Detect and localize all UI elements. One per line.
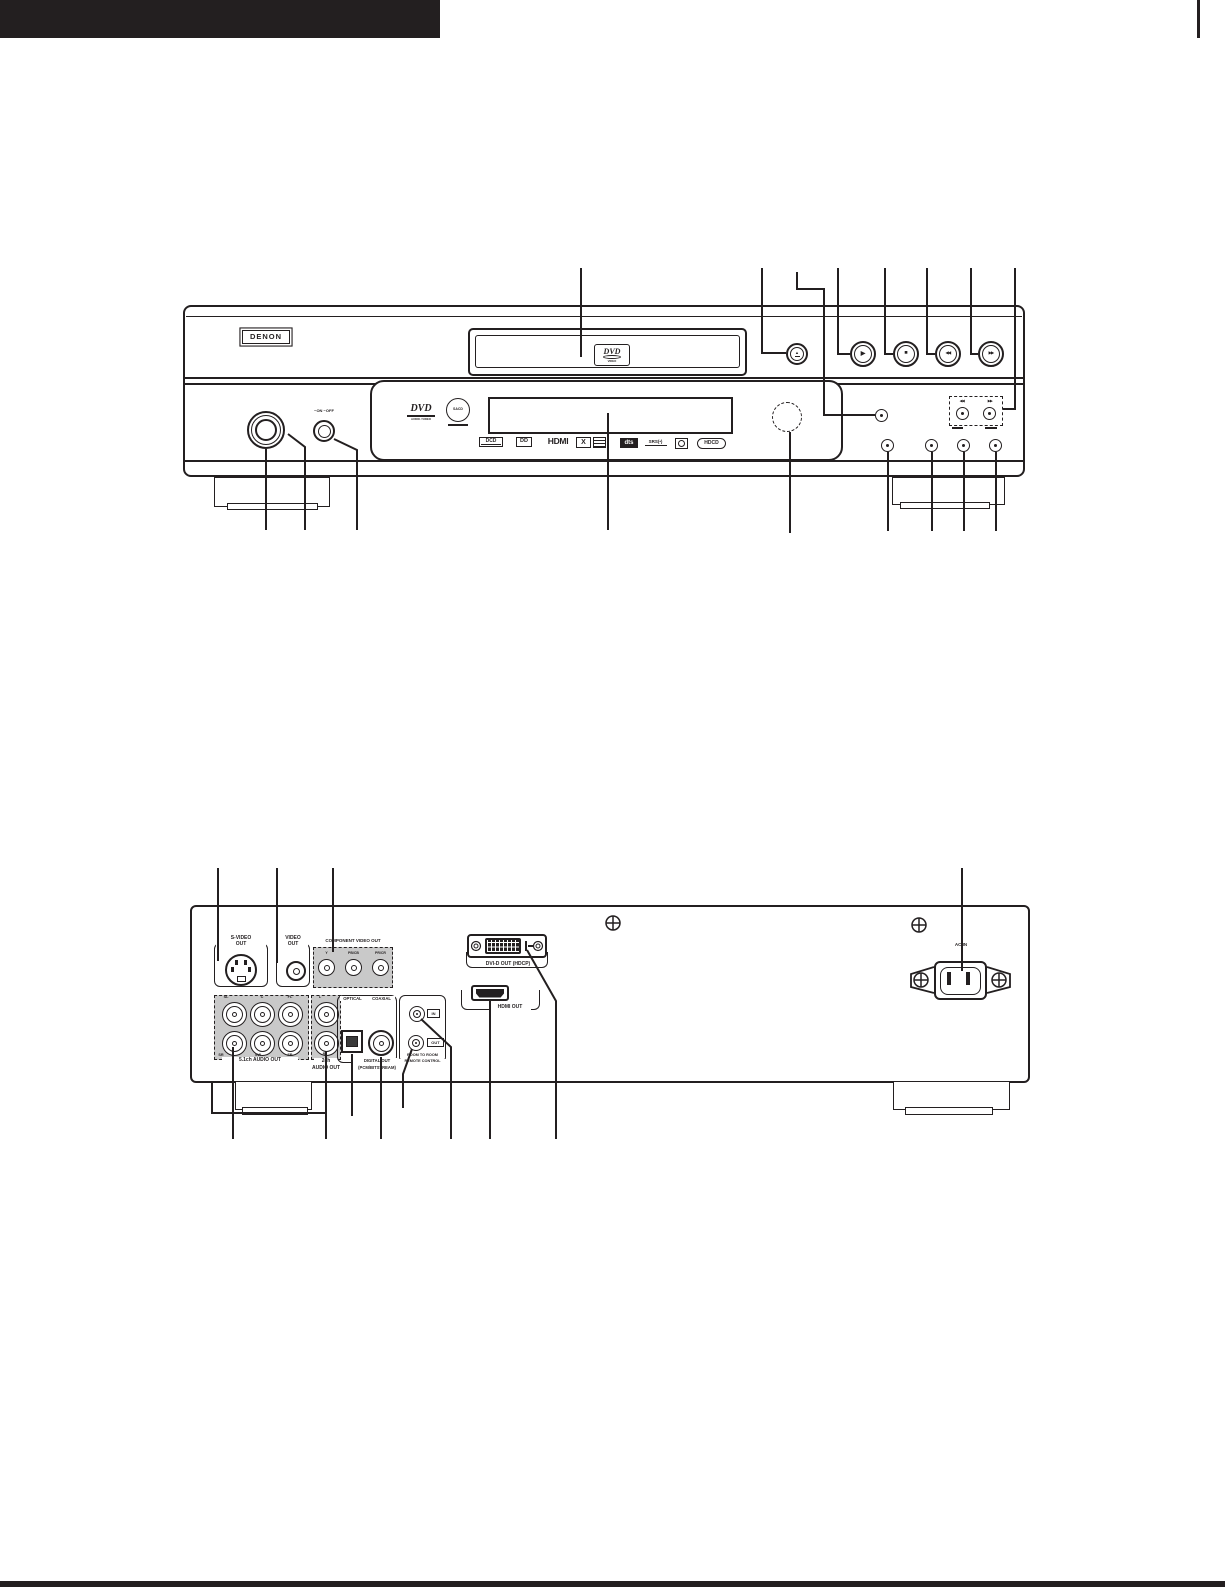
search-fwd-button — [983, 407, 996, 420]
s-video-pin-1 — [235, 960, 238, 965]
eject-icon-bar — [795, 356, 800, 357]
audio-51-sl-label: SL — [223, 995, 229, 999]
stop-button — [893, 341, 919, 367]
audio-51-jack-c-ring — [254, 1006, 271, 1023]
component-jack-pr — [372, 959, 389, 976]
audio-51-group-label: 5.1ch AUDIO OUT — [222, 1057, 298, 1063]
format-logo-dcd-bar — [481, 444, 501, 445]
front-panel-bevel-line — [186, 316, 1022, 317]
s-video-pin-3 — [231, 967, 234, 972]
component-jack2-label: PB/CB — [348, 951, 359, 955]
component-jack-y — [318, 959, 335, 976]
video-out-label-line1: VIDEO — [285, 935, 301, 941]
power-button-cap — [255, 419, 277, 441]
dvd-audio-video-logo — [402, 399, 440, 426]
small-button-2 — [925, 439, 938, 452]
format-logo-srs-text: SRS(•) — [648, 438, 663, 444]
dvd-video-logo-subtitle: VIDEO — [607, 358, 617, 363]
stop-icon: ■ — [904, 350, 908, 357]
format-logo-dolby — [516, 437, 532, 447]
room-out-label-box — [427, 1038, 444, 1047]
format-logo-dcd — [479, 437, 503, 447]
audio-2ch-jack-l-ring — [318, 1006, 335, 1023]
brand-logo — [242, 330, 290, 344]
play-button-inner — [854, 345, 872, 363]
format-logo-hdcd — [697, 438, 726, 449]
small-button-1-dot — [886, 444, 889, 447]
search-back-label: ◀◀ — [959, 399, 965, 403]
optical-jack-port — [346, 1036, 358, 1047]
component-label: COMPONENT VIDEO OUT — [313, 938, 393, 944]
eject-icon: ▲ — [795, 350, 799, 356]
format-logo-x — [576, 437, 591, 448]
front-foot-left-lip — [227, 503, 318, 510]
sacd-logo-caption-bar — [448, 424, 468, 426]
audio-51-jack-fl — [278, 1002, 303, 1027]
coaxial-jack-ring — [373, 1035, 390, 1052]
audio-2ch-jack-r-ring — [318, 1035, 335, 1052]
dvd-audio-video-logo-title: DVD — [410, 403, 432, 415]
format-logo-hdcd-text: HDCD — [704, 440, 719, 446]
audio-51-jack-c — [250, 1002, 275, 1027]
rear-foot-left — [235, 1081, 312, 1110]
format-logo-srs — [643, 438, 668, 448]
function-button-dot — [880, 414, 883, 417]
audio-51-jack-sw-ring — [254, 1035, 271, 1052]
component-jack1-label: Y — [325, 951, 328, 955]
format-logo-dcd-text: DCD — [485, 437, 497, 444]
format-logo-hdmi — [543, 436, 573, 447]
rear-foot-left-lip — [242, 1107, 308, 1115]
audio-51-fr-label: FR — [287, 1053, 293, 1057]
audio-51-jack-sr-ring — [226, 1035, 243, 1052]
coaxial-label: COAXIAL — [368, 996, 395, 1001]
audio-51-jack-sl-ring — [226, 1006, 243, 1023]
audio-51-jack-fl-ring — [282, 1006, 299, 1023]
video-out-label — [278, 935, 308, 948]
footer-rule — [0, 1581, 1225, 1587]
format-logo-cd-disc — [678, 440, 685, 447]
format-logo-x-text: X — [581, 439, 586, 446]
search-fwd-mark — [985, 427, 997, 429]
small-button-4-dot — [994, 444, 997, 447]
page-corner-mark — [1197, 0, 1200, 38]
component-jack3-label: PR/CR — [375, 951, 386, 955]
on-off-label: −ON −OFF — [306, 408, 342, 413]
ac-inlet-slot-2 — [966, 972, 970, 985]
dvi-connector-pins — [487, 940, 519, 952]
hdmi-connector — [471, 985, 509, 1001]
small-button-4 — [989, 439, 1002, 452]
hdmi-label: HDMI OUT — [489, 1004, 531, 1010]
format-logo-dts-text: dts — [624, 440, 634, 446]
rear-foot-right — [893, 1081, 1010, 1110]
room-label-2: REMOTE CONTROL — [398, 1059, 447, 1064]
search-fwd-label: ▶▶ — [987, 399, 993, 403]
stop-button-inner — [897, 345, 915, 363]
room-in-jack-ring — [413, 1010, 421, 1018]
format-logo-dts — [620, 438, 638, 448]
digital-out-label-1: DIGITAL OUT — [352, 1058, 402, 1063]
dvd-video-logo-title: DVD — [603, 346, 621, 356]
skip-forward-button — [978, 341, 1004, 367]
room-in-jack — [409, 1006, 425, 1022]
search-fwd-button-dot — [988, 412, 991, 415]
function-button — [875, 409, 888, 422]
skip-forward-button-inner — [982, 345, 1000, 363]
audio-2ch-group-label-1: 2ch — [314, 1058, 338, 1064]
format-logo-srs-bar — [645, 445, 667, 447]
play-icon: ▶ — [860, 351, 866, 357]
optical-label: OPTICAL — [340, 996, 365, 1001]
component-jack-y-center — [324, 965, 330, 971]
power-button — [247, 411, 285, 449]
dvd-video-logo — [594, 344, 630, 366]
component-jack-pb-center — [351, 965, 357, 971]
room-in-label-box — [427, 1009, 440, 1018]
format-logo-x-lines — [593, 437, 606, 448]
room-out-jack — [408, 1035, 424, 1051]
dvi-flat-pin — [525, 941, 527, 951]
small-button-3 — [957, 439, 970, 452]
on-off-button-inner — [318, 425, 331, 438]
s-video-label-line2: OUT — [235, 941, 247, 948]
skip-back-button — [935, 341, 961, 367]
dvd-audio-video-logo-subtitle: AUDIO / VIDEO — [410, 416, 432, 421]
room-out-jack-ring — [412, 1039, 420, 1047]
eject-button — [786, 343, 808, 365]
audio-51-sw-label: SW — [254, 1053, 262, 1057]
format-logo-hdmi-text: HDMI — [547, 436, 569, 447]
dvi-flat-pin-dash — [528, 945, 533, 947]
ac-in-label: AC IN — [947, 942, 975, 948]
ac-inlet-slot-1 — [947, 972, 951, 985]
small-button-1 — [881, 439, 894, 452]
component-jack-pb — [345, 959, 362, 976]
video-out-jack-center — [293, 968, 300, 975]
front-foot-right — [892, 477, 1005, 505]
component-jack-pr-center — [378, 965, 384, 971]
audio-2ch-group-label-2: AUDIO OUT — [304, 1065, 348, 1071]
format-logo-dolby-text: DD — [520, 438, 528, 445]
s-video-label — [216, 935, 266, 948]
skip-forward-icon: ▶▶ — [988, 351, 994, 356]
audio-51-sr-label: SR — [218, 1053, 224, 1057]
skip-back-button-inner — [939, 345, 957, 363]
on-off-button — [313, 420, 335, 442]
skip-back-icon: ◀◀ — [945, 351, 951, 356]
sacd-logo — [446, 398, 470, 422]
search-back-button — [956, 407, 969, 420]
hdmi-connector-port — [476, 989, 504, 998]
format-logo-cd — [675, 438, 688, 449]
audio-2ch-r-label: R — [322, 1052, 326, 1056]
audio-51-jack-fr-ring — [282, 1035, 299, 1052]
header-bar — [0, 0, 440, 38]
eject-button-inner — [790, 347, 804, 361]
video-out-label-line2: OUT — [287, 941, 299, 948]
audio-51-jack-sl — [222, 1002, 247, 1027]
video-out-jack — [286, 961, 306, 981]
room-out-label: OUT — [431, 1039, 440, 1045]
search-back-mark — [952, 427, 963, 429]
play-button — [850, 341, 876, 367]
front-panel-mid-line-1 — [185, 377, 1023, 379]
sacd-logo-text: SACD — [453, 407, 463, 412]
small-button-2-dot — [930, 444, 933, 447]
room-in-label: IN — [431, 1010, 436, 1016]
audio-2ch-jack-l — [314, 1002, 339, 1027]
digital-out-label-2: (PCM/BITSTREAM) — [346, 1065, 408, 1070]
search-back-button-dot — [961, 412, 964, 415]
brand-logo-text: DENON — [249, 332, 283, 342]
audio-51-fl-label: FL — [287, 995, 293, 999]
s-video-pin-2 — [244, 960, 247, 965]
small-button-3-dot — [962, 444, 965, 447]
s-video-notch — [237, 976, 246, 982]
power-button-ring — [251, 415, 281, 445]
audio-51-c-label: C — [260, 995, 264, 999]
audio-2ch-l-label: L — [318, 995, 322, 999]
coaxial-jack — [368, 1030, 394, 1056]
room-label-1: ROOM TO ROOM — [400, 1053, 445, 1058]
front-foot-right-lip — [900, 502, 990, 509]
dvi-label: DVI-D OUT (HDCP) — [478, 961, 538, 967]
display-window — [488, 397, 733, 434]
remote-sensor — [772, 402, 802, 432]
s-video-pin-4 — [248, 967, 251, 972]
rear-foot-right-lip — [905, 1107, 993, 1115]
s-video-label-line1: S-VIDEO — [230, 935, 252, 941]
